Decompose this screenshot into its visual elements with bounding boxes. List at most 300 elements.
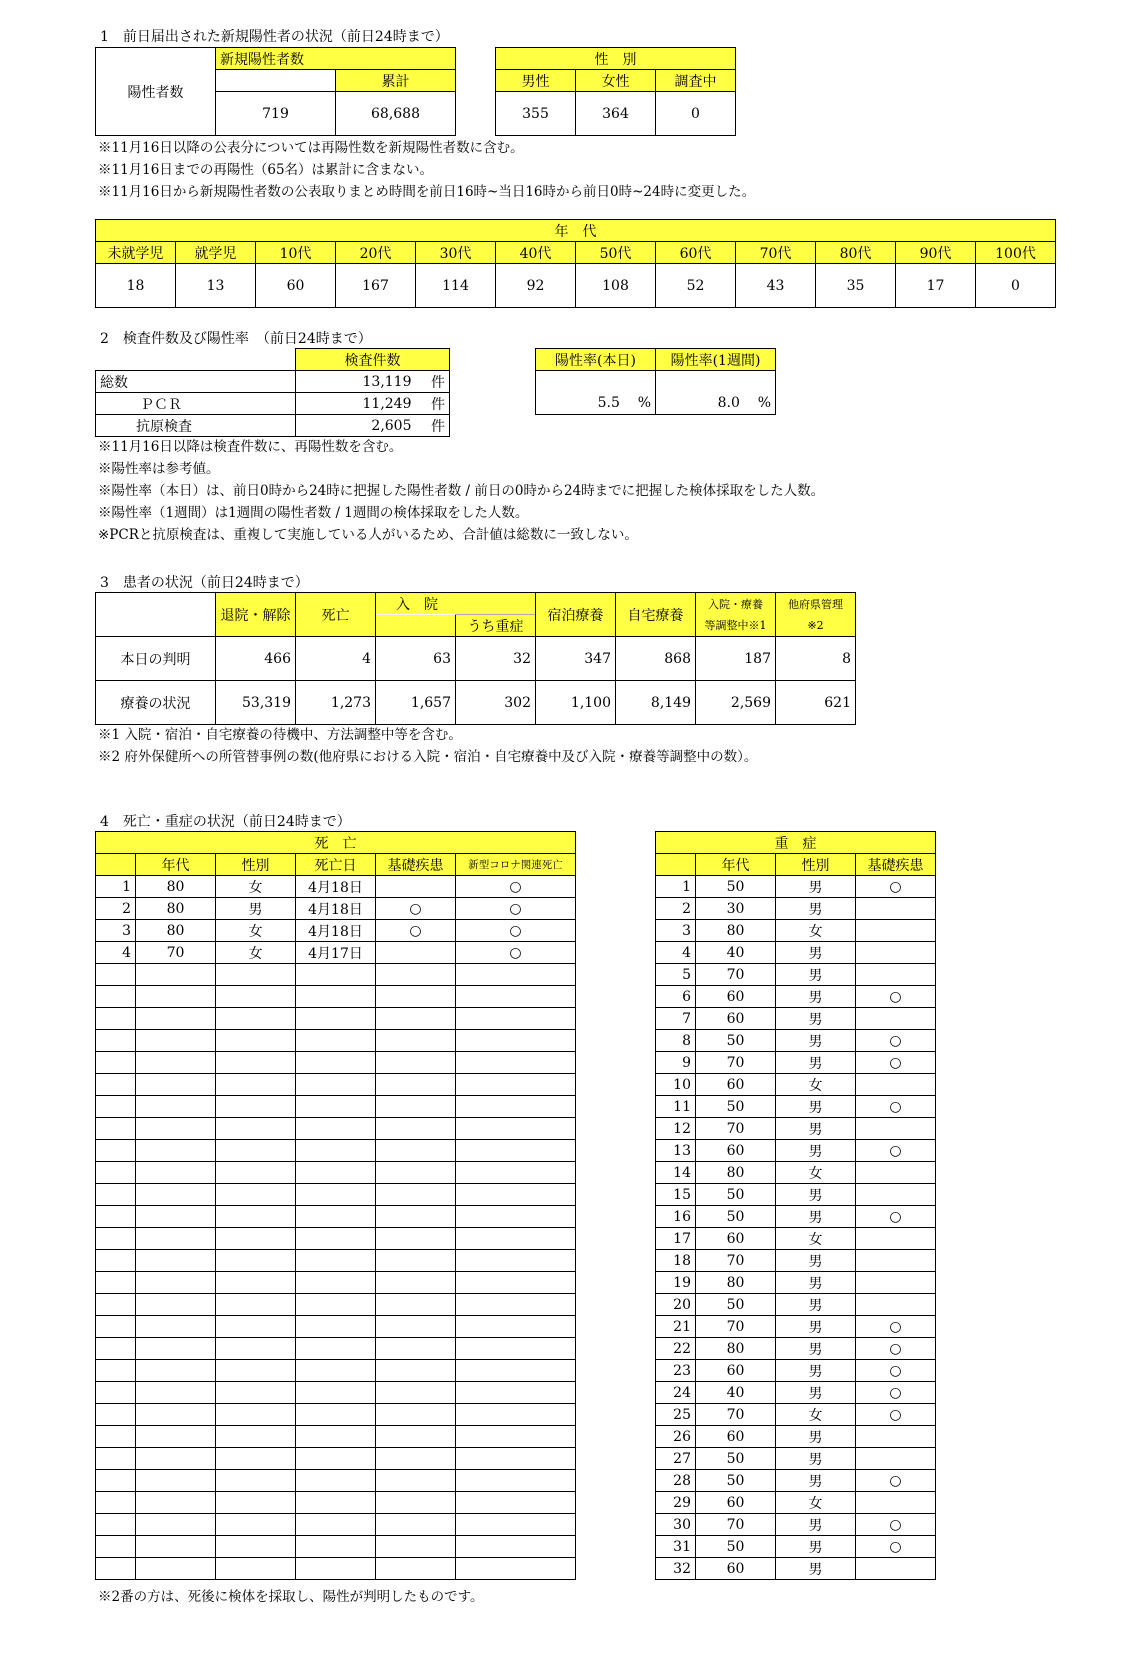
sex-cell bbox=[216, 1228, 296, 1250]
age-cell bbox=[136, 1008, 216, 1030]
date-cell bbox=[296, 1338, 376, 1360]
sex-cell: 女 bbox=[776, 920, 856, 942]
row-number bbox=[96, 1448, 136, 1470]
severe-col-disease: 基礎疾患 bbox=[856, 854, 936, 876]
sex-cell: 男 bbox=[776, 1316, 856, 1338]
death-col-related: 新型コロナ関連死亡 bbox=[456, 854, 576, 876]
sex-cell bbox=[216, 1404, 296, 1426]
date-cell: 4月17日 bbox=[296, 942, 376, 964]
unit-label: 件 bbox=[416, 371, 450, 393]
table-row bbox=[96, 1096, 576, 1118]
related-cell bbox=[456, 1052, 576, 1074]
disease-cell: ○ bbox=[856, 1030, 936, 1052]
age-cell bbox=[136, 1096, 216, 1118]
sex-cell bbox=[216, 964, 296, 986]
date-cell bbox=[296, 1470, 376, 1492]
disease-cell: ○ bbox=[856, 1316, 936, 1338]
date-cell bbox=[296, 964, 376, 986]
disease-cell: ○ bbox=[376, 920, 456, 942]
table-row bbox=[96, 1360, 576, 1382]
table-row bbox=[656, 1294, 936, 1316]
table-row bbox=[656, 942, 936, 964]
table-row bbox=[656, 1404, 936, 1426]
table-row bbox=[656, 898, 936, 920]
related-cell bbox=[456, 1404, 576, 1426]
cumulative-header: 累計 bbox=[336, 70, 456, 92]
table-row bbox=[96, 1250, 576, 1272]
sex-cell bbox=[216, 1162, 296, 1184]
disease-cell bbox=[376, 1162, 456, 1184]
disease-cell bbox=[376, 1008, 456, 1030]
related-cell bbox=[456, 1228, 576, 1250]
date-cell bbox=[296, 1030, 376, 1052]
sex-cell: 男 bbox=[776, 1294, 856, 1316]
table-row bbox=[656, 1338, 936, 1360]
sex-cell: 男 bbox=[776, 1052, 856, 1074]
date-cell: 4月18日 bbox=[296, 898, 376, 920]
row-number: 12 bbox=[656, 1118, 696, 1140]
note: ※11月16日までの再陽性（65名）は累計に含まない。 bbox=[98, 162, 434, 178]
age-cell bbox=[136, 964, 216, 986]
tests-table bbox=[95, 348, 450, 437]
table-row bbox=[656, 876, 936, 898]
age-cell: 70 bbox=[696, 1514, 776, 1536]
date-cell bbox=[296, 1118, 376, 1140]
sex-cell: 女 bbox=[776, 1162, 856, 1184]
note: ※2 府外保健所への所管替事例の数(他府県における入院・宿泊・自宅療養中及び入院・療養等調整中の数）。 bbox=[98, 749, 758, 765]
age-cell bbox=[136, 986, 216, 1008]
tests-antigen-value: 2,605 bbox=[296, 415, 416, 437]
death-col-disease: 基礎疾患 bbox=[376, 854, 456, 876]
disease-cell bbox=[856, 1558, 936, 1580]
disease-cell bbox=[856, 1184, 936, 1206]
disease-cell bbox=[376, 1426, 456, 1448]
age-cell: 80 bbox=[696, 1338, 776, 1360]
age-col-header: 100代 bbox=[976, 242, 1056, 264]
age-col-header: 60代 bbox=[656, 242, 736, 264]
table-row bbox=[96, 1382, 576, 1404]
row-number: 28 bbox=[656, 1470, 696, 1492]
age-cell: 60 bbox=[696, 1492, 776, 1514]
age-cell bbox=[136, 1074, 216, 1096]
tests-total-label: 総数 bbox=[96, 371, 296, 393]
related-cell bbox=[456, 1074, 576, 1096]
sex-cell bbox=[216, 1294, 296, 1316]
adjusting-header-note: 等調整中※1 bbox=[696, 615, 776, 637]
table-row bbox=[656, 1558, 936, 1580]
disease-cell bbox=[376, 1074, 456, 1096]
disease-cell bbox=[376, 1382, 456, 1404]
table-row bbox=[656, 1492, 936, 1514]
related-cell bbox=[456, 1140, 576, 1162]
row-number: 24 bbox=[656, 1382, 696, 1404]
sex-cell: 女 bbox=[216, 920, 296, 942]
age-cell bbox=[136, 1294, 216, 1316]
table-row bbox=[96, 1558, 576, 1580]
disease-cell bbox=[376, 1294, 456, 1316]
age-cell bbox=[136, 1250, 216, 1272]
age-cell: 50 bbox=[696, 1184, 776, 1206]
date-cell bbox=[296, 1250, 376, 1272]
related-cell bbox=[456, 1294, 576, 1316]
table-row bbox=[96, 898, 576, 920]
cell: 466 bbox=[216, 637, 296, 681]
section2-notes bbox=[98, 436, 824, 546]
disease-cell: ○ bbox=[856, 876, 936, 898]
age-value: 92 bbox=[496, 264, 576, 308]
row-number: 22 bbox=[656, 1338, 696, 1360]
row-number bbox=[96, 1162, 136, 1184]
table-row bbox=[656, 1382, 936, 1404]
table-row bbox=[96, 1536, 576, 1558]
disease-cell: ○ bbox=[856, 1096, 936, 1118]
table-row bbox=[96, 1470, 576, 1492]
disease-cell bbox=[376, 1228, 456, 1250]
table-row bbox=[96, 986, 576, 1008]
table-row bbox=[96, 1052, 576, 1074]
sex-cell: 男 bbox=[776, 1184, 856, 1206]
related-cell bbox=[456, 1096, 576, 1118]
related-cell: ○ bbox=[456, 942, 576, 964]
date-cell bbox=[296, 1536, 376, 1558]
date-cell bbox=[296, 1316, 376, 1338]
table-row bbox=[96, 920, 576, 942]
sex-cell: 男 bbox=[776, 1536, 856, 1558]
table-row bbox=[96, 876, 576, 898]
table-row bbox=[656, 1360, 936, 1382]
tests-pcr-label: ＰＣＲ bbox=[96, 393, 296, 415]
date-cell bbox=[296, 986, 376, 1008]
sex-cell: 男 bbox=[776, 986, 856, 1008]
cell: 187 bbox=[696, 637, 776, 681]
sex-cell: 男 bbox=[776, 1514, 856, 1536]
age-col-header: 80代 bbox=[816, 242, 896, 264]
row-number: 4 bbox=[96, 942, 136, 964]
related-cell bbox=[456, 1162, 576, 1184]
disease-cell bbox=[856, 1426, 936, 1448]
row-number bbox=[96, 1096, 136, 1118]
table-row bbox=[656, 1030, 936, 1052]
date-cell bbox=[296, 1052, 376, 1074]
table-row bbox=[96, 1030, 576, 1052]
disease-cell: ○ bbox=[856, 1338, 936, 1360]
table-row bbox=[656, 1448, 936, 1470]
cell: 868 bbox=[616, 637, 696, 681]
date-cell bbox=[296, 1162, 376, 1184]
row-number: 27 bbox=[656, 1448, 696, 1470]
percent-label: % bbox=[637, 395, 651, 411]
disease-cell bbox=[376, 986, 456, 1008]
age-cell bbox=[136, 1184, 216, 1206]
note: ※11月16日以降は検査件数に、再陽性数を含む。 bbox=[98, 439, 403, 455]
date-cell bbox=[296, 1514, 376, 1536]
disease-cell bbox=[856, 1162, 936, 1184]
row-number bbox=[96, 1074, 136, 1096]
sex-cell bbox=[216, 1140, 296, 1162]
row-number: 25 bbox=[656, 1404, 696, 1426]
age-cell: 70 bbox=[696, 1316, 776, 1338]
row-number bbox=[96, 1228, 136, 1250]
disease-cell bbox=[856, 1008, 936, 1030]
tests-total-value: 13,119 bbox=[296, 371, 416, 393]
severe-header: うち重症 bbox=[456, 615, 536, 637]
cell: 621 bbox=[776, 681, 856, 725]
table-row bbox=[96, 1448, 576, 1470]
disease-cell bbox=[376, 942, 456, 964]
disease-cell bbox=[376, 1118, 456, 1140]
row-number: 16 bbox=[656, 1206, 696, 1228]
related-cell: ○ bbox=[456, 920, 576, 942]
age-cell: 80 bbox=[696, 920, 776, 942]
cell: 347 bbox=[536, 637, 616, 681]
disease-cell bbox=[856, 1118, 936, 1140]
table-row bbox=[96, 1228, 576, 1250]
table-row bbox=[96, 1184, 576, 1206]
disease-cell: ○ bbox=[856, 1360, 936, 1382]
table-row bbox=[656, 1514, 936, 1536]
note: ※11月16日から新規陽性者数の公表取りまとめ時間を前日16時~当日16時から前日0時~24時に変更した。 bbox=[98, 184, 756, 200]
related-cell bbox=[456, 1448, 576, 1470]
related-cell bbox=[456, 964, 576, 986]
table-row bbox=[96, 1162, 576, 1184]
related-cell bbox=[456, 1360, 576, 1382]
sex-cell: 男 bbox=[776, 898, 856, 920]
row-number: 5 bbox=[656, 964, 696, 986]
age-value: 0 bbox=[976, 264, 1056, 308]
row-number bbox=[96, 1404, 136, 1426]
sex-cell bbox=[216, 1338, 296, 1360]
age-cell bbox=[136, 1448, 216, 1470]
age-value: 13 bbox=[176, 264, 256, 308]
age-value: 60 bbox=[256, 264, 336, 308]
disease-cell: ○ bbox=[856, 986, 936, 1008]
row-number: 7 bbox=[656, 1008, 696, 1030]
sex-table bbox=[495, 47, 736, 136]
disease-cell bbox=[376, 1404, 456, 1426]
age-value: 35 bbox=[816, 264, 896, 308]
disease-cell bbox=[856, 1228, 936, 1250]
cell: 8 bbox=[776, 637, 856, 681]
age-cell: 60 bbox=[696, 1008, 776, 1030]
home-header: 自宅療養 bbox=[616, 593, 696, 637]
date-cell: 4月18日 bbox=[296, 876, 376, 898]
sex-cell bbox=[216, 1118, 296, 1140]
table-row bbox=[656, 1228, 936, 1250]
row-number bbox=[96, 1536, 136, 1558]
rate-week-header: 陽性率(1週間) bbox=[656, 349, 776, 371]
death-table-header: 死 亡 bbox=[96, 832, 576, 854]
disease-cell bbox=[376, 1514, 456, 1536]
table-row bbox=[656, 1096, 936, 1118]
age-value: 52 bbox=[656, 264, 736, 308]
sex-cell: 男 bbox=[776, 1558, 856, 1580]
row-number bbox=[96, 964, 136, 986]
disease-cell: ○ bbox=[856, 1404, 936, 1426]
age-cell bbox=[136, 1470, 216, 1492]
age-value: 108 bbox=[576, 264, 656, 308]
sex-cell bbox=[216, 1536, 296, 1558]
related-cell bbox=[456, 1382, 576, 1404]
age-cell: 80 bbox=[696, 1272, 776, 1294]
section3-notes bbox=[98, 724, 757, 768]
disease-cell: ○ bbox=[856, 1470, 936, 1492]
disease-cell bbox=[376, 1206, 456, 1228]
death-header: 死亡 bbox=[296, 593, 376, 637]
row-number: 10 bbox=[656, 1074, 696, 1096]
sex-cell: 男 bbox=[776, 1360, 856, 1382]
row-number bbox=[96, 1118, 136, 1140]
severe-table bbox=[655, 831, 936, 1580]
related-cell bbox=[456, 1250, 576, 1272]
row-number bbox=[96, 1470, 136, 1492]
unit-label: 件 bbox=[416, 393, 450, 415]
row-number: 14 bbox=[656, 1162, 696, 1184]
date-cell bbox=[296, 1008, 376, 1030]
row-number: 9 bbox=[656, 1052, 696, 1074]
table-row bbox=[656, 1426, 936, 1448]
sex-cell: 男 bbox=[776, 1206, 856, 1228]
disease-cell bbox=[376, 1536, 456, 1558]
date-cell bbox=[296, 1096, 376, 1118]
cumulative-value: 68,688 bbox=[336, 92, 456, 136]
age-cell: 70 bbox=[696, 1052, 776, 1074]
age-cell: 80 bbox=[136, 898, 216, 920]
date-cell bbox=[296, 1074, 376, 1096]
table-row bbox=[96, 637, 856, 681]
row-number bbox=[96, 1140, 136, 1162]
disease-cell bbox=[376, 1250, 456, 1272]
row-number: 11 bbox=[656, 1096, 696, 1118]
age-value: 17 bbox=[896, 264, 976, 308]
table-row bbox=[96, 1514, 576, 1536]
row-number: 13 bbox=[656, 1140, 696, 1162]
related-cell bbox=[456, 1206, 576, 1228]
sex-cell: 男 bbox=[776, 1118, 856, 1140]
sex-cell bbox=[216, 986, 296, 1008]
related-cell bbox=[456, 1184, 576, 1206]
table-row bbox=[96, 942, 576, 964]
section1-title: 1 前日届出された新規陽性者の状況（前日24時まで） bbox=[100, 29, 449, 45]
sex-cell bbox=[216, 1096, 296, 1118]
related-cell bbox=[456, 1514, 576, 1536]
unit-label: 件 bbox=[416, 415, 450, 437]
date-cell bbox=[296, 1492, 376, 1514]
table-row bbox=[656, 1184, 936, 1206]
note: ※PCRと抗原検査は、重複して実施している人がいるため、合計値は総数に一致しない。 bbox=[98, 527, 638, 543]
date-cell bbox=[296, 1184, 376, 1206]
positivity-table bbox=[535, 348, 776, 415]
disease-cell bbox=[856, 1272, 936, 1294]
row-number: 17 bbox=[656, 1228, 696, 1250]
date-cell bbox=[296, 1382, 376, 1404]
row-number: 8 bbox=[656, 1030, 696, 1052]
row-number: 2 bbox=[96, 898, 136, 920]
age-cell bbox=[136, 1360, 216, 1382]
age-cell bbox=[136, 1030, 216, 1052]
age-col-header: 40代 bbox=[496, 242, 576, 264]
sex-cell: 女 bbox=[776, 1404, 856, 1426]
table-row bbox=[96, 1206, 576, 1228]
disease-cell bbox=[376, 1470, 456, 1492]
death-col-date: 死亡日 bbox=[296, 854, 376, 876]
disease-cell bbox=[376, 1448, 456, 1470]
death-table bbox=[95, 831, 576, 1580]
cell: 302 bbox=[456, 681, 536, 725]
table-row bbox=[656, 1250, 936, 1272]
row-number bbox=[96, 1272, 136, 1294]
disease-cell bbox=[376, 1184, 456, 1206]
sex-cell bbox=[216, 1492, 296, 1514]
tests-pcr-value: 11,249 bbox=[296, 393, 416, 415]
row-number: 3 bbox=[96, 920, 136, 942]
table-row bbox=[656, 1272, 936, 1294]
age-cell: 40 bbox=[696, 942, 776, 964]
age-cell: 50 bbox=[696, 1448, 776, 1470]
age-cell: 60 bbox=[696, 1074, 776, 1096]
date-cell bbox=[296, 1294, 376, 1316]
age-value: 18 bbox=[96, 264, 176, 308]
sex-cell: 女 bbox=[776, 1074, 856, 1096]
other-pref-header-note: ※2 bbox=[776, 615, 856, 637]
table-row bbox=[96, 1272, 576, 1294]
disease-cell bbox=[856, 1074, 936, 1096]
age-cell bbox=[136, 1162, 216, 1184]
table-row bbox=[96, 1294, 576, 1316]
row-number bbox=[96, 1184, 136, 1206]
table-row bbox=[656, 1052, 936, 1074]
row-number: 31 bbox=[656, 1536, 696, 1558]
positives-row-label: 陽性者数 bbox=[96, 48, 216, 136]
death-col-age: 年代 bbox=[136, 854, 216, 876]
age-cell bbox=[136, 1558, 216, 1580]
cell: 4 bbox=[296, 637, 376, 681]
discharge-header: 退院・解除 bbox=[216, 593, 296, 637]
disease-cell bbox=[376, 1272, 456, 1294]
age-cell: 50 bbox=[696, 876, 776, 898]
sex-cell: 男 bbox=[776, 1140, 856, 1162]
date-cell bbox=[296, 1448, 376, 1470]
sex-cell: 女 bbox=[216, 876, 296, 898]
sex-cell bbox=[216, 1316, 296, 1338]
cell: 32 bbox=[456, 637, 536, 681]
investigating-value: 0 bbox=[656, 92, 736, 136]
related-cell bbox=[456, 1470, 576, 1492]
sex-cell: 男 bbox=[776, 1338, 856, 1360]
disease-cell bbox=[856, 942, 936, 964]
disease-cell bbox=[376, 1338, 456, 1360]
disease-cell bbox=[856, 1250, 936, 1272]
date-cell bbox=[296, 1228, 376, 1250]
sex-cell bbox=[216, 1074, 296, 1096]
table-row bbox=[96, 1404, 576, 1426]
related-cell bbox=[456, 1558, 576, 1580]
age-cell bbox=[136, 1514, 216, 1536]
age-cell: 30 bbox=[696, 898, 776, 920]
disease-cell bbox=[856, 964, 936, 986]
age-cell: 70 bbox=[696, 1250, 776, 1272]
age-cell: 60 bbox=[696, 1360, 776, 1382]
table-row bbox=[96, 1008, 576, 1030]
age-cell: 80 bbox=[696, 1162, 776, 1184]
sex-cell: 男 bbox=[776, 1470, 856, 1492]
disease-cell bbox=[376, 1140, 456, 1162]
row-number: 3 bbox=[656, 920, 696, 942]
rate-today-header: 陽性率(本日) bbox=[536, 349, 656, 371]
cell: 1,657 bbox=[376, 681, 456, 725]
age-cell bbox=[136, 1052, 216, 1074]
sex-cell bbox=[216, 1426, 296, 1448]
section3-title: 3 患者の状況（前日24時まで） bbox=[100, 575, 309, 591]
